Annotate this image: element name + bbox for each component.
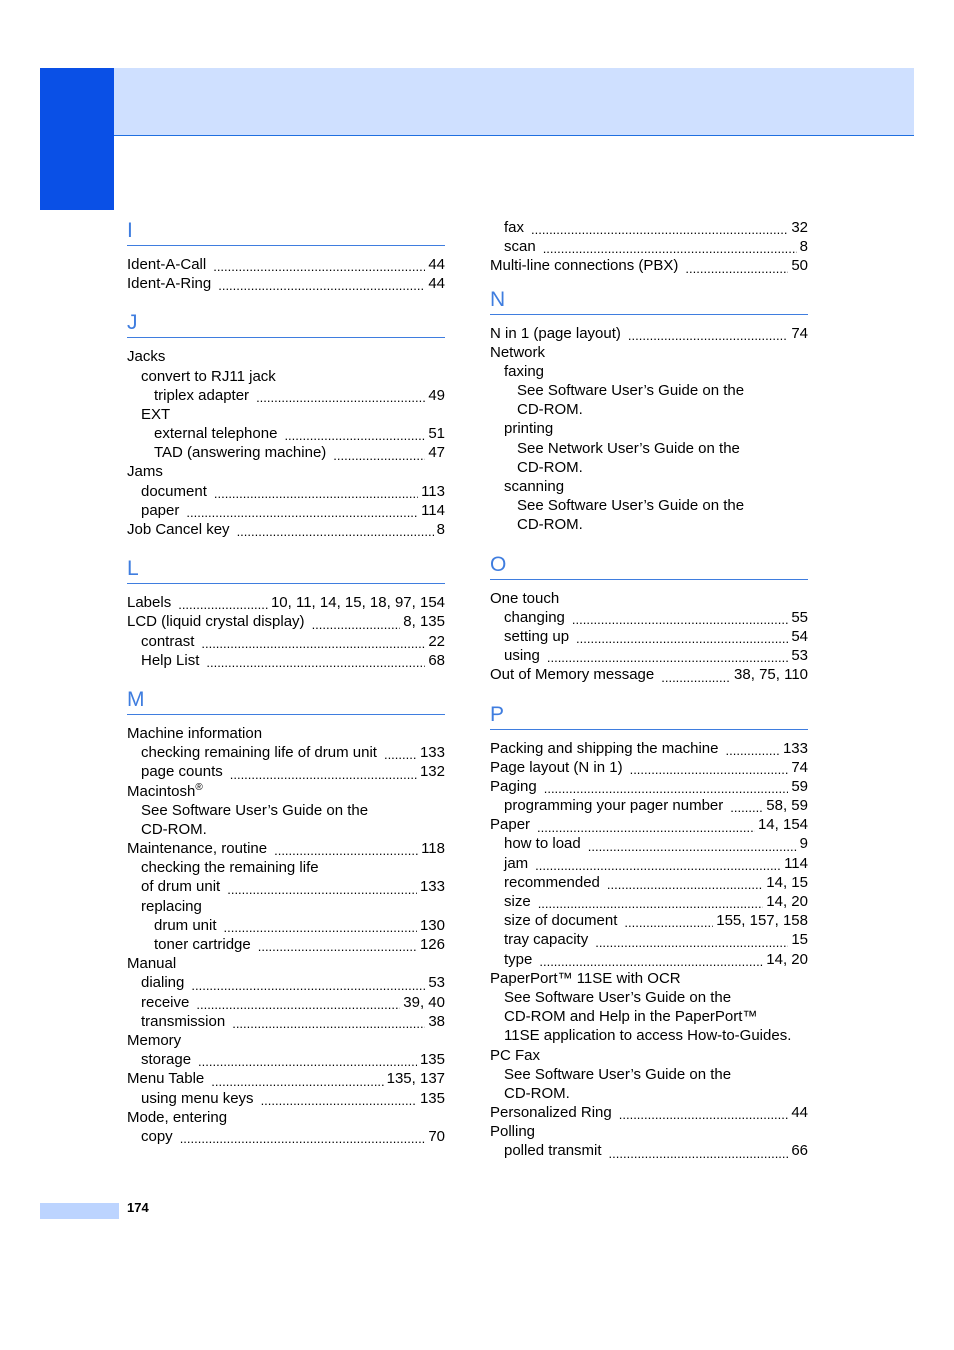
index-entry: page counts ..... 132: [127, 762, 445, 781]
index-entry: Help List ..... 68: [127, 651, 445, 670]
index-entry: Mode, entering: [127, 1108, 228, 1126]
index-entry: checking remaining life of drum unit ..... 133: [127, 743, 445, 762]
page-number: 174: [127, 1200, 149, 1215]
index-entry: See Software User’s Guide on the: [504, 1065, 732, 1083]
index-column-right: [490, 218, 808, 1161]
index-entry: contrast ..... 22: [127, 632, 445, 651]
index-entry: Page layout (N in 1) ..... 74: [490, 758, 808, 777]
index-entry: Jacks: [127, 348, 166, 366]
section-heading-j: J: [127, 307, 445, 338]
index-entry: Polling: [490, 1123, 536, 1141]
index-entry: CD-ROM and Help in the PaperPort™: [504, 1008, 758, 1026]
index-entry: CD-ROM.: [141, 820, 207, 838]
index-entry: TAD (answering machine) ..... 47: [127, 443, 445, 462]
index-entry: printing: [504, 420, 554, 438]
index-entry: Macintosh®: [127, 781, 203, 800]
index-entry: N in 1 (page layout) ..... 74: [490, 324, 808, 343]
chapter-tab: [40, 68, 114, 210]
index-entry: tray capacity ..... 15: [490, 930, 808, 949]
index-entry: See Software User’s Guide on the: [517, 497, 745, 515]
index-entry: drum unit ..... 130: [127, 916, 445, 935]
index-entry: Personalized Ring ..... 44: [490, 1103, 808, 1122]
index-entry: Multi-line connections (PBX) ..... 50: [490, 256, 808, 275]
section-heading-o: O: [490, 549, 808, 580]
index-entry: Paging ..... 59: [490, 777, 808, 796]
index-entry: See Software User’s Guide on the: [504, 988, 732, 1006]
index-entry: changing ..... 55: [490, 608, 808, 627]
section-heading-n: N: [490, 284, 808, 315]
section-heading-i: I: [127, 215, 445, 246]
header-band: [114, 68, 914, 136]
index-entry: LCD (liquid crystal display) ..... 8, 135: [127, 612, 445, 631]
index-entry: replacing: [141, 897, 202, 915]
index-entry: Out of Memory message ..... 38, 75, 110: [490, 665, 808, 684]
index-entry: fax ..... 32: [490, 218, 808, 237]
index-entry: scanning: [504, 478, 565, 496]
index-entry: dialing ..... 53: [127, 973, 445, 992]
index-entry: CD-ROM.: [517, 401, 583, 419]
index-entry: of drum unit ..... 133: [127, 878, 445, 897]
index-entry: See Software User’s Guide on the: [517, 382, 745, 400]
section-heading-l: L: [127, 553, 445, 584]
index-entry: convert to RJ11 jack: [141, 367, 276, 385]
index-entry: One touch: [490, 589, 560, 607]
index-entry: Jams: [127, 463, 163, 481]
index-entry: receive ..... 39, 40: [127, 993, 445, 1012]
index-entry: jam ..... 114: [490, 854, 808, 873]
index-entry: transmission ..... 38: [127, 1012, 445, 1031]
index-entry: CD-ROM.: [517, 458, 583, 476]
index-entry: Paper ..... 14, 154: [490, 815, 808, 834]
index-entry: toner cartridge ..... 126: [127, 935, 445, 954]
index-entry: Labels ..... 10, 11, 14, 15, 18, 97, 154: [127, 593, 445, 612]
index-entry: Packing and shipping the machine ..... 133: [490, 739, 808, 758]
index-entry: copy ..... 70: [127, 1127, 445, 1146]
index-entry: using ..... 53: [490, 646, 808, 665]
index-entry: 11SE application to access How-to-Guides.: [504, 1027, 792, 1045]
index-entry: faxing: [504, 362, 545, 380]
index-entry: polled transmit ..... 66: [490, 1142, 808, 1161]
index-entry: EXT: [141, 405, 171, 423]
index-entry: triplex adapter ..... 49: [127, 386, 445, 405]
index-entry: PaperPort™ 11SE with OCR: [490, 969, 681, 987]
index-entry: programming your pager number ..... 58, 59: [490, 796, 808, 815]
index-entry: See Network User’s Guide on the: [517, 439, 740, 457]
index-entry: setting up ..... 54: [490, 627, 808, 646]
section-heading-m: M: [127, 684, 445, 715]
index-entry: Ident-A-Call ..... 44: [127, 255, 445, 274]
index-entry: using menu keys ..... 135: [127, 1089, 445, 1108]
footer-bar: [40, 1203, 119, 1219]
index-entry: type ..... 14, 20: [490, 950, 808, 969]
index-entry: external telephone ..... 51: [127, 424, 445, 443]
index-entry: size of document ..... 155, 157, 158: [490, 911, 808, 930]
index-entry: CD-ROM.: [504, 1084, 570, 1102]
index-entry: Ident-A-Ring ..... 44: [127, 274, 445, 293]
index-entry: paper ..... 114: [127, 501, 445, 520]
index-entry: scan ..... 8: [490, 237, 808, 256]
index-entry: size ..... 14, 20: [490, 892, 808, 911]
section-heading-p: P: [490, 699, 808, 730]
index-entry: checking the remaining life: [141, 859, 319, 877]
index-entry: storage ..... 135: [127, 1050, 445, 1069]
index-entry: Maintenance, routine ..... 118: [127, 839, 445, 858]
index-entry: Memory: [127, 1031, 182, 1049]
index-entry: recommended ..... 14, 15: [490, 873, 808, 892]
index-entry: Network: [490, 343, 546, 361]
index-entry: Menu Table ..... 135, 137: [127, 1069, 445, 1088]
index-entry: document ..... 113: [127, 482, 445, 501]
index-entry: how to load ..... 9: [490, 835, 808, 854]
index-entry: See Software User’s Guide on the: [141, 801, 369, 819]
index-entry: Job Cancel key ..... 8: [127, 520, 445, 539]
index-column-left: [127, 215, 445, 1146]
index-entry: Machine information: [127, 724, 263, 742]
index-entry: CD-ROM.: [517, 516, 583, 534]
index-entry: Manual: [127, 955, 177, 973]
index-entry: PC Fax: [490, 1046, 541, 1064]
